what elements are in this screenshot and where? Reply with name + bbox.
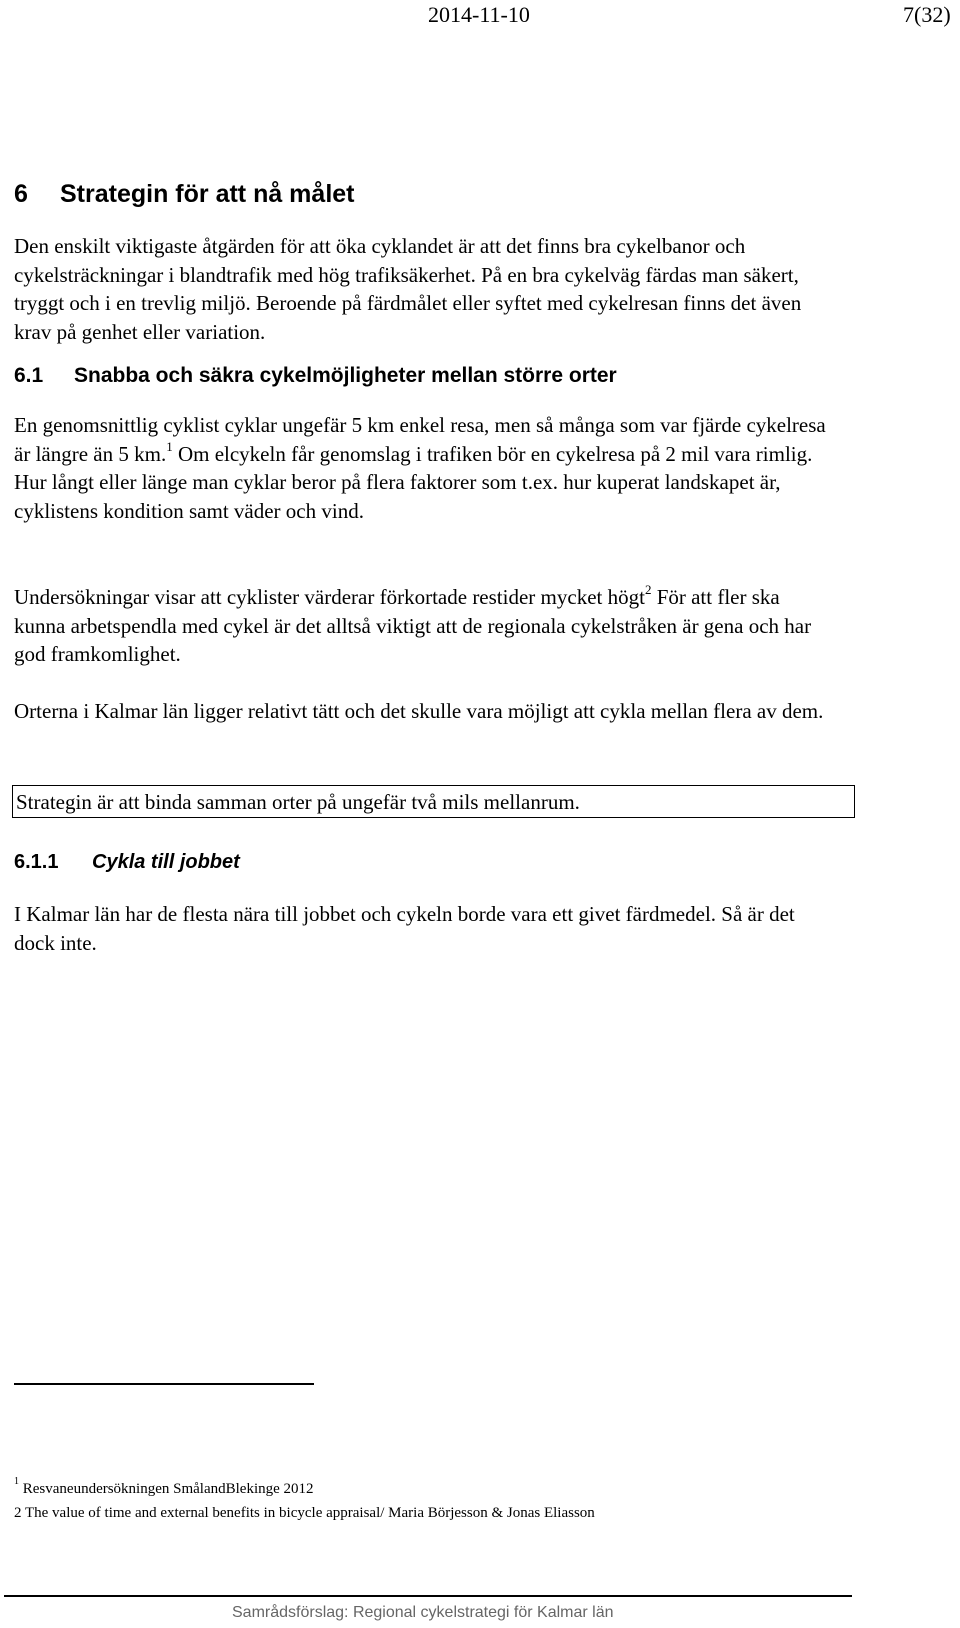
heading-title: Snabba och säkra cykelmöjligheter mellan större orter (74, 364, 617, 387)
section-6-1-1-paragraph: I Kalmar län har de flesta nära till jobbet och cykeln borde vara ett givet färdmedel. Så är det dock inte. (14, 902, 795, 955)
paragraph-text: En genomsnittlig cyklist cyklar ungefär 5 km enkel resa, men så många som var fjärde cykelresa är längre än 5 km. (14, 413, 826, 466)
header-date: 2014-11-10 (428, 2, 530, 27)
paragraph-text: För att fler ska kunna arbetspendla med cykel är det alltså viktigt att de regionala cykelstråken är gena och har god framkomlighet. (14, 585, 812, 666)
heading-number: 6.1.1 (14, 851, 59, 873)
footnote-number: 1 (14, 1476, 19, 1487)
section-6-1-paragraph-1 (14, 411, 834, 525)
heading-section-6-1 (14, 364, 617, 388)
footnote-text: Resvaneundersökningen SmålandBlekinge 2012 (19, 1481, 314, 1497)
section-6-1-paragraph-2 (14, 583, 834, 669)
heading-number: 6 (14, 180, 28, 208)
footnote-separator (14, 1383, 314, 1385)
footnote-1 (14, 1476, 314, 1498)
heading-number: 6.1 (14, 364, 44, 387)
heading-title: Strategin för att nå målet (60, 180, 355, 208)
heading-section-6-1-1 (14, 851, 240, 874)
page-footer: Samrådsförslag: Regional cykelstrategi för Kalmar län (232, 1604, 614, 1621)
paragraph-text: Undersökningar visar att cyklister värderar förkortade restider mycket högt (14, 585, 645, 609)
footer-separator (4, 1595, 852, 1597)
paragraph-text: Om elcykeln får genomslag i trafiken bör en cykelresa på 2 mil vara rimlig. Hur långt eller länge man cyklar beror på flera faktorer som t.ex. hur kuperat landskapet är, cyklistens kondition samt väder och vind. (14, 441, 813, 523)
heading-section-6 (14, 180, 355, 209)
section-6-1-paragraph-3: Orterna i Kalmar län ligger relativt tätt och det skulle vara möjligt att cykla mellan flera av dem. (14, 699, 824, 723)
strategy-box: Strategin är att binda samman orter på ungefär två mils mellanrum. (12, 785, 855, 818)
footnote-2: 2 The value of time and external benefits in bicycle appraisal/ Maria Börjesson & Jonas Eliasson (14, 1505, 595, 1521)
footnote-ref-2: 2 (644, 582, 652, 597)
section-6-paragraph: Den enskilt viktigaste åtgärden för att öka cyklandet är att det finns bra cykelbanor och cykelsträckningar i blandtrafik med hög trafiksäkerhet. På en bra cykelväg färdas man säkert, tryggt och i en trevlig miljö. Beroende på färdmålet eller syftet med cykelresan finns det även krav på genhet eller variation. (14, 234, 802, 344)
heading-title: Cykla till jobbet (92, 851, 240, 873)
header-page-number: 7(32) (903, 2, 951, 27)
footnote-ref-1: 1 (166, 438, 173, 454)
